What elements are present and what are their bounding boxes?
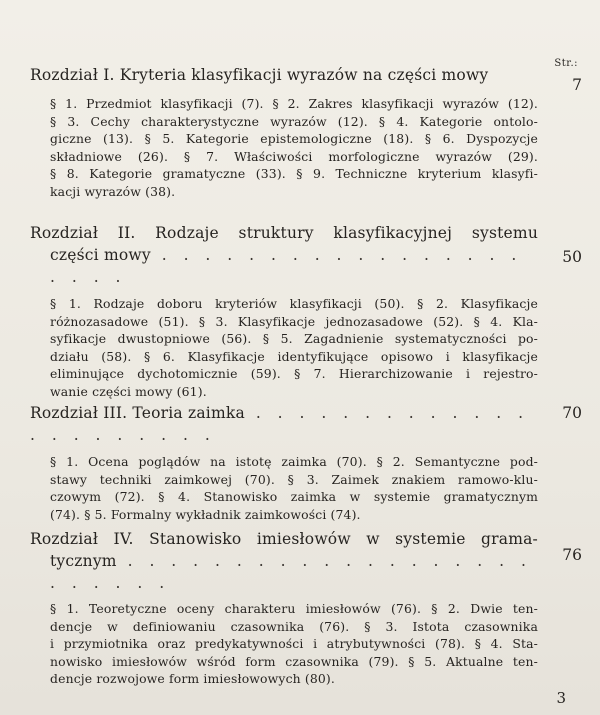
page-column-label: Str.: [554,58,578,69]
chapter-heading [30,222,538,288]
chapter-title: Rozdział I. Kryteria klasyfikacji wyrazów na części mowy [30,66,489,84]
section-line: eliminujące dychotomicznie (59). § 7. Hierarchizowanie i rejestro- [50,366,538,382]
dot-leader: . . . . . . . . . . . . . . . . . . . . . . . . . [50,552,532,592]
chapter-page-number: 76 [562,546,582,564]
section-line: giczne (13). § 5. Kategorie epistemologiczne (18). § 6. Dyspozycje [50,131,538,147]
section-line: składniowe (26). § 7. Właściwości morfologiczne wyrazów (29). [50,148,538,164]
section-line: działu (58). § 6. Klasyfikacje identyfikujące opisowo i klasyfikacje [50,348,538,364]
section-line: stawy techniki zaimkowej (70). § 3. Zaimek znakiem ramowo-klu- [50,471,538,487]
chapter-page-number: 50 [562,248,582,266]
section-line: § 8. Kategorie gramatyczne (33). § 9. Techniczne kryterium klasyfi- [50,166,538,182]
chapter-title-continued [30,244,538,288]
chapter-title-line2: tycznym [50,552,117,570]
chapter-title: Rozdział IV. Stanowisko imiesłowów w systemie grama- [30,530,538,548]
section-line: kacji wyrazów (38). [50,183,176,199]
section-line: czowym (72). § 4. Stanowisko zaimka w systemie gramatycznym [50,489,538,505]
section-line: § 1. Teoretyczne oceny charakteru imiesłowów (76). § 2. Dwie ten- [50,601,538,616]
chapter-page-number: 7 [572,76,582,94]
section-line: (74). § 5. Formalny wykładnik zaimkowości (74). [50,506,361,522]
section-line: § 3. Cechy charakterystyczne wyrazów (12). § 4. Kategorie ontolo- [50,113,538,129]
section-line: nowisko imiesłowów wśród form czasownika (79). § 5. Aktualne ten- [50,653,538,669]
chapter-page-number: 70 [562,404,582,422]
section-line: syfikacje dwustopniowe (56). § 5. Zagadnienie systematyczności po- [50,331,538,347]
section-line: różnozasadowe (51). § 3. Klasyfikacje jednozasadowe (52). § 4. Kla- [50,313,538,329]
section-line: i przymiotnika oraz predykatywności i atrybutywności (78). § 4. Sta- [50,636,538,652]
chapter-4 [0,528,600,688]
chapter-title: Rozdział II. Rodzaje struktury klasyfikacyjnej systemu [30,224,538,242]
chapter-title: Rozdział III. Teoria zaimka [30,404,245,422]
chapter-heading [30,528,538,594]
section-line: dencje rozwojowe form imiesłowowych (80). [50,671,336,687]
chapter-heading [30,64,538,86]
chapter-3 [0,402,600,523]
chapter-2 [0,222,600,401]
chapter-sections [50,295,538,401]
chapter-1 [0,64,600,201]
chapter-sections [50,453,538,523]
dot-leader: . . . . . . . . . . . . . . . . . . . . . . [30,404,530,444]
dot-leader: . . . . . . . . . . . . . . . . . . . . . [50,246,523,286]
section-line: dencje w definiowaniu czasownika (76). § 3. Istota czasownika [50,618,538,634]
chapter-sections [50,95,538,201]
section-line: wanie części mowy (61). [50,383,207,399]
section-line: § 1. Przedmiot klasyfikacji (7). § 2. Zakres klasyfikacji wyrazów (12). [50,96,538,111]
section-line: § 1. Ocena poglądów na istotę zaimka (70). § 2. Semantyczne pod- [50,454,538,469]
page-number: 3 [556,689,566,707]
chapter-heading [30,402,538,446]
chapter-title-line2: części mowy [50,246,151,264]
chapter-sections [50,600,538,688]
section-line: § 1. Rodzaje doboru kryteriów klasyfikacji (50). § 2. Klasyfikacje [50,296,538,311]
chapter-title-continued [30,550,538,594]
